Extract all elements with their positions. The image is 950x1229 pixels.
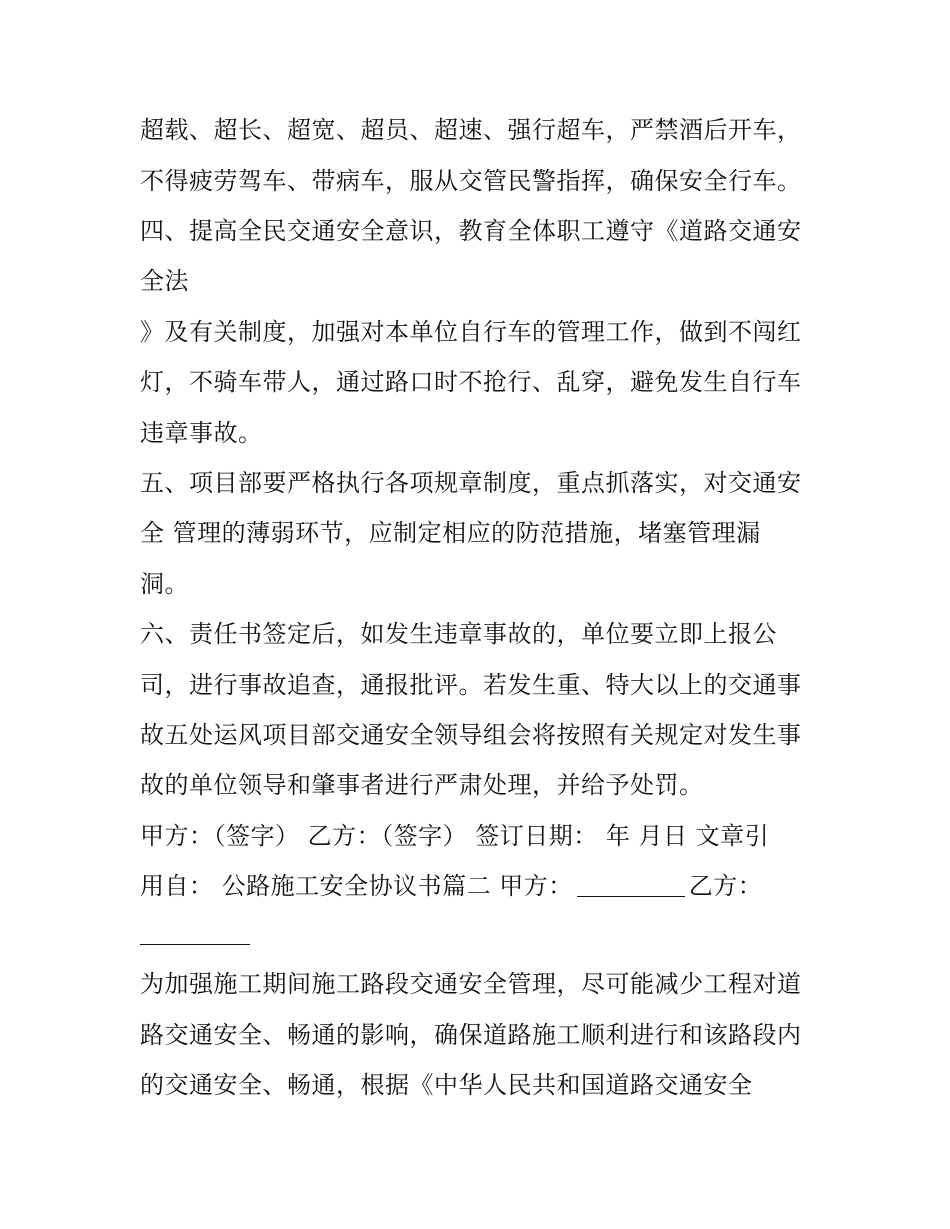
citation-party-b: 乙方： bbox=[688, 872, 763, 900]
text-line: 为加强施工期间施工路段交通安全管理，尽可能减少工程对道 bbox=[140, 970, 802, 998]
text-line: 不得疲劳驾车、带病车，服从交管民警指挥，确保安全行车。 bbox=[140, 167, 802, 195]
citation-line bbox=[140, 869, 820, 903]
text-line: 灯，不骑车带人，通过路口时不抢行、乱穿，避免发生自行车 bbox=[140, 368, 802, 396]
text-line: 司，进行事故追查，通报批评。若发生重、特大以上的交通事 bbox=[140, 671, 802, 699]
text-line: 洞。 bbox=[140, 570, 189, 598]
text-line: 路交通安全、畅通的影响，确保道路施工顺利进行和该路段内 bbox=[140, 1021, 802, 1049]
text-line: 故五处运风项目部交通安全领导组会将按照有关规定对发生事 bbox=[140, 721, 802, 749]
text-line: 》及有关制度，加强对本单位自行车的管理工作，做到不闯红 bbox=[140, 318, 802, 346]
text-line: 故的单位领导和肇事者进行严肃处理，并给予处罚。 bbox=[140, 771, 704, 799]
text-line: 全 管理的薄弱环节，应制定相应的防范措施，堵塞管理漏 bbox=[140, 519, 761, 547]
citation-prefix: 用自： 公路施工安全协议书篇二 甲方： bbox=[140, 872, 573, 900]
text-line: 六、责任书签定后，如发生违章事故的，单位要立即上报公 bbox=[140, 620, 777, 648]
party-b-blank bbox=[140, 920, 250, 945]
text-line: 五、项目部要严格执行各项规章制度，重点抓落实，对交通安 bbox=[140, 469, 802, 497]
text-line: 的交通安全、畅通，根据《中华人民共和国道路交通安全 bbox=[140, 1071, 753, 1099]
text-line: 违章事故。 bbox=[140, 419, 263, 447]
text-line: 超载、超长、超宽、超员、超速、强行超车，严禁酒后开车， bbox=[140, 116, 802, 144]
text-line: 甲方：（签字） 乙方：（签字） 签订日期： 年 月日 文章引 bbox=[140, 822, 770, 850]
text-line: 全法 bbox=[140, 267, 189, 295]
text-line: 四、提高全民交通安全意识，教育全体职工遵守《道路交通安 bbox=[140, 217, 802, 245]
party-a-blank bbox=[577, 872, 685, 897]
